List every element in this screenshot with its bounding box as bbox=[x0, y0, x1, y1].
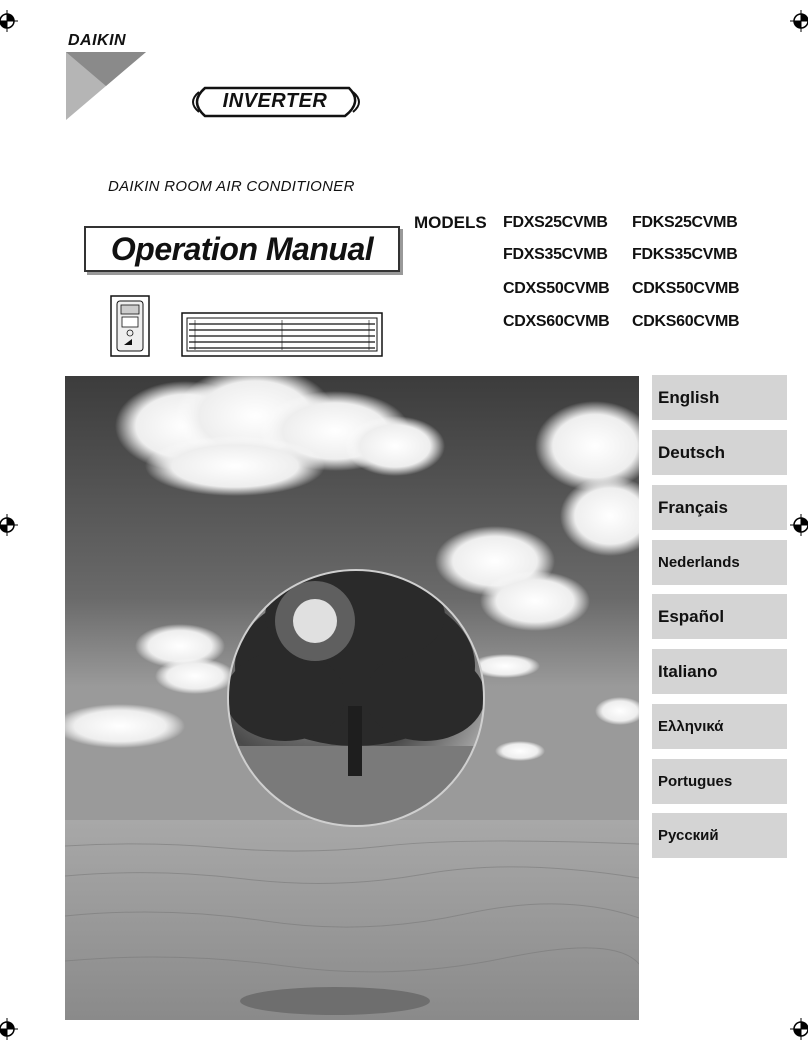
registration-mark-icon bbox=[790, 10, 808, 32]
brand-logo-text: DAIKIN bbox=[68, 32, 127, 49]
indoor-unit-icon bbox=[181, 312, 383, 357]
registration-mark-icon bbox=[790, 1018, 808, 1040]
language-tab-italiano: Italiano bbox=[652, 649, 787, 694]
language-tab-english: English bbox=[652, 375, 787, 420]
model-number: FDKS35CVMB bbox=[632, 246, 738, 263]
model-number: FDXS35CVMB bbox=[503, 246, 608, 263]
cover-photo bbox=[65, 376, 639, 1020]
language-tab-portugues: Portugues bbox=[652, 759, 787, 804]
language-tab-greek: Ελληνικά bbox=[652, 704, 787, 749]
language-tab-russian: Русский bbox=[652, 813, 787, 858]
model-number: CDXS50CVMB bbox=[503, 280, 610, 297]
model-number: CDKS60CVMB bbox=[632, 313, 740, 330]
language-tab-deutsch: Deutsch bbox=[652, 430, 787, 475]
registration-mark-icon bbox=[790, 514, 808, 536]
cover-subtitle: DAIKIN ROOM AIR CONDITIONER bbox=[108, 178, 355, 195]
language-tab-espanol: Español bbox=[652, 594, 787, 639]
model-number: FDKS25CVMB bbox=[632, 214, 738, 231]
daikin-logo-icon bbox=[66, 52, 146, 120]
inverter-label: INVERTER bbox=[222, 90, 328, 112]
model-number: CDXS60CVMB bbox=[503, 313, 610, 330]
manual-title-box bbox=[84, 226, 400, 272]
manual-title: Operation Manual bbox=[110, 230, 374, 267]
registration-mark-icon bbox=[0, 514, 18, 536]
model-number: FDXS25CVMB bbox=[503, 214, 608, 231]
language-tab-francais: Français bbox=[652, 485, 787, 530]
remote-controller-icon bbox=[110, 295, 150, 357]
registration-mark-icon bbox=[0, 10, 18, 32]
model-number: CDKS50CVMB bbox=[632, 280, 740, 297]
language-tab-nederlands: Nederlands bbox=[652, 540, 787, 585]
models-label: MODELS bbox=[414, 213, 487, 232]
registration-mark-icon bbox=[0, 1018, 18, 1040]
